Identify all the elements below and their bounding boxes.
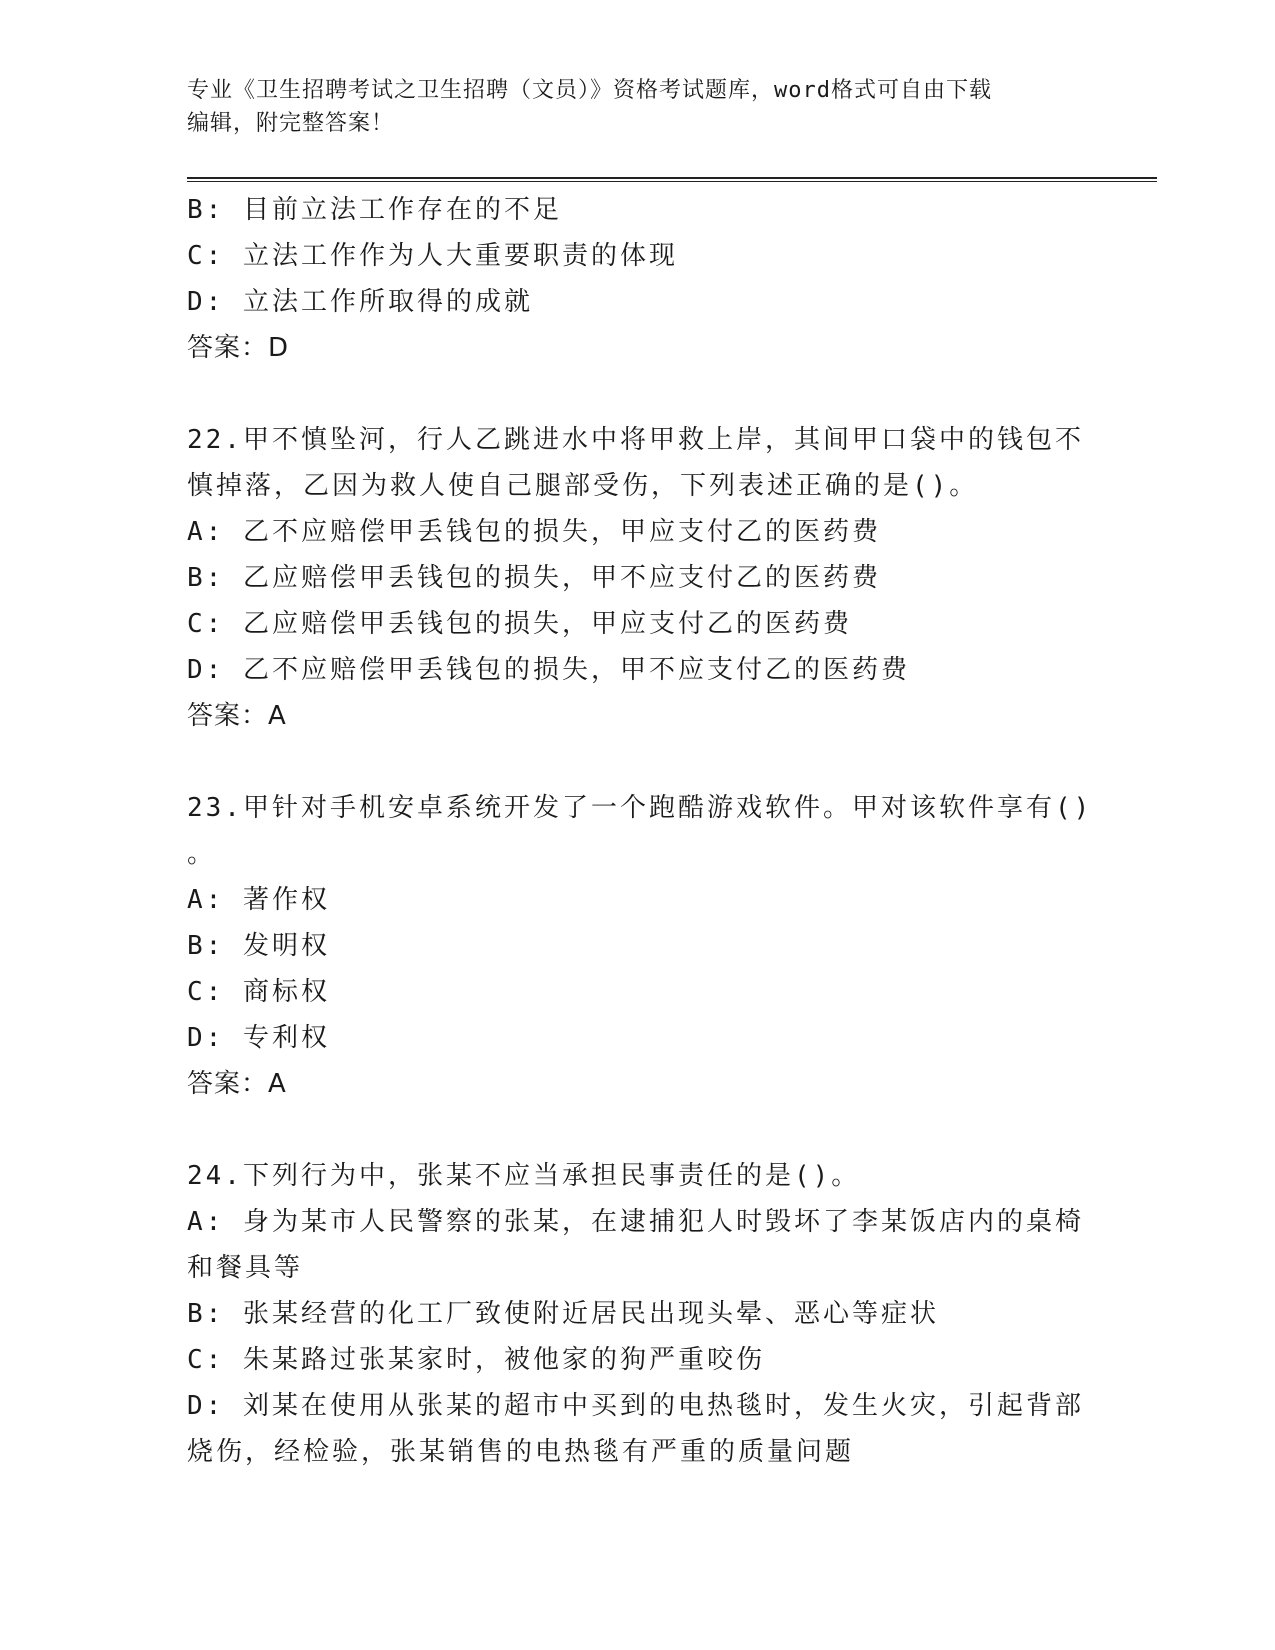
question-23-stem-line-1: 23.甲针对手机安卓系统开发了一个跑酷游戏软件。甲对该软件享有() bbox=[187, 793, 1093, 823]
option-b: B: 乙应赔偿甲丢钱包的损失，甲不应支付乙的医药费 bbox=[187, 563, 881, 593]
question-content bbox=[187, 187, 1093, 1475]
option-b: B: 发明权 bbox=[187, 931, 330, 961]
option-c: C: 商标权 bbox=[187, 977, 330, 1007]
option-d-line-2: 烧伤，经检验，张某销售的电热毯有严重的质量问题 bbox=[187, 1437, 855, 1467]
question-22-stem-line-2: 慎掉落，乙因为救人使自己腿部受伤，下列表述正确的是()。 bbox=[187, 471, 979, 501]
answer-line: 答案：D bbox=[187, 333, 290, 363]
option-c: C: 朱某路过张某家时，被他家的狗严重咬伤 bbox=[187, 1345, 765, 1375]
option-b: B: 张某经营的化工厂致使附近居民出现头晕、恶心等症状 bbox=[187, 1299, 939, 1329]
question-23-stem-line-2: 。 bbox=[187, 839, 217, 869]
page-header bbox=[187, 74, 1067, 140]
header-divider bbox=[187, 177, 1157, 182]
option-d: D: 专利权 bbox=[187, 1023, 330, 1053]
option-a: A: 乙不应赔偿甲丢钱包的损失，甲应支付乙的医药费 bbox=[187, 517, 881, 547]
spacer bbox=[187, 739, 1067, 785]
option-d-line-1: D: 刘某在使用从张某的超市中买到的电热毯时，发生火灾，引起背部 bbox=[187, 1391, 1084, 1421]
question-24-stem: 24.下列行为中，张某不应当承担民事责任的是()。 bbox=[187, 1161, 861, 1191]
header-line-2: 编辑，附完整答案！ bbox=[187, 111, 395, 136]
option-c: C: 乙应赔偿甲丢钱包的损失，甲应支付乙的医药费 bbox=[187, 609, 852, 639]
header-line-1: 专业《卫生招聘考试之卫生招聘（文员）》资格考试题库，word格式可自由下载 bbox=[187, 78, 992, 103]
option-a-line-2: 和餐具等 bbox=[187, 1253, 304, 1283]
option-c: C: 立法工作作为人大重要职责的体现 bbox=[187, 241, 678, 271]
spacer bbox=[187, 371, 1067, 417]
option-b: B: 目前立法工作存在的不足 bbox=[187, 195, 562, 225]
answer-line: 答案：A bbox=[187, 701, 287, 731]
option-d: D: 立法工作所取得的成就 bbox=[187, 287, 533, 317]
answer-line: 答案：A bbox=[187, 1069, 287, 1099]
option-d: D: 乙不应赔偿甲丢钱包的损失，甲不应支付乙的医药费 bbox=[187, 655, 910, 685]
spacer bbox=[187, 1107, 1067, 1153]
option-a-line-1: A: 身为某市人民警察的张某，在逮捕犯人时毁坏了李某饭店内的桌椅 bbox=[187, 1207, 1084, 1237]
question-22-stem-line-1: 22.甲不慎坠河，行人乙跳进水中将甲救上岸，其间甲口袋中的钱包不 bbox=[187, 425, 1084, 455]
option-a: A: 著作权 bbox=[187, 885, 330, 915]
